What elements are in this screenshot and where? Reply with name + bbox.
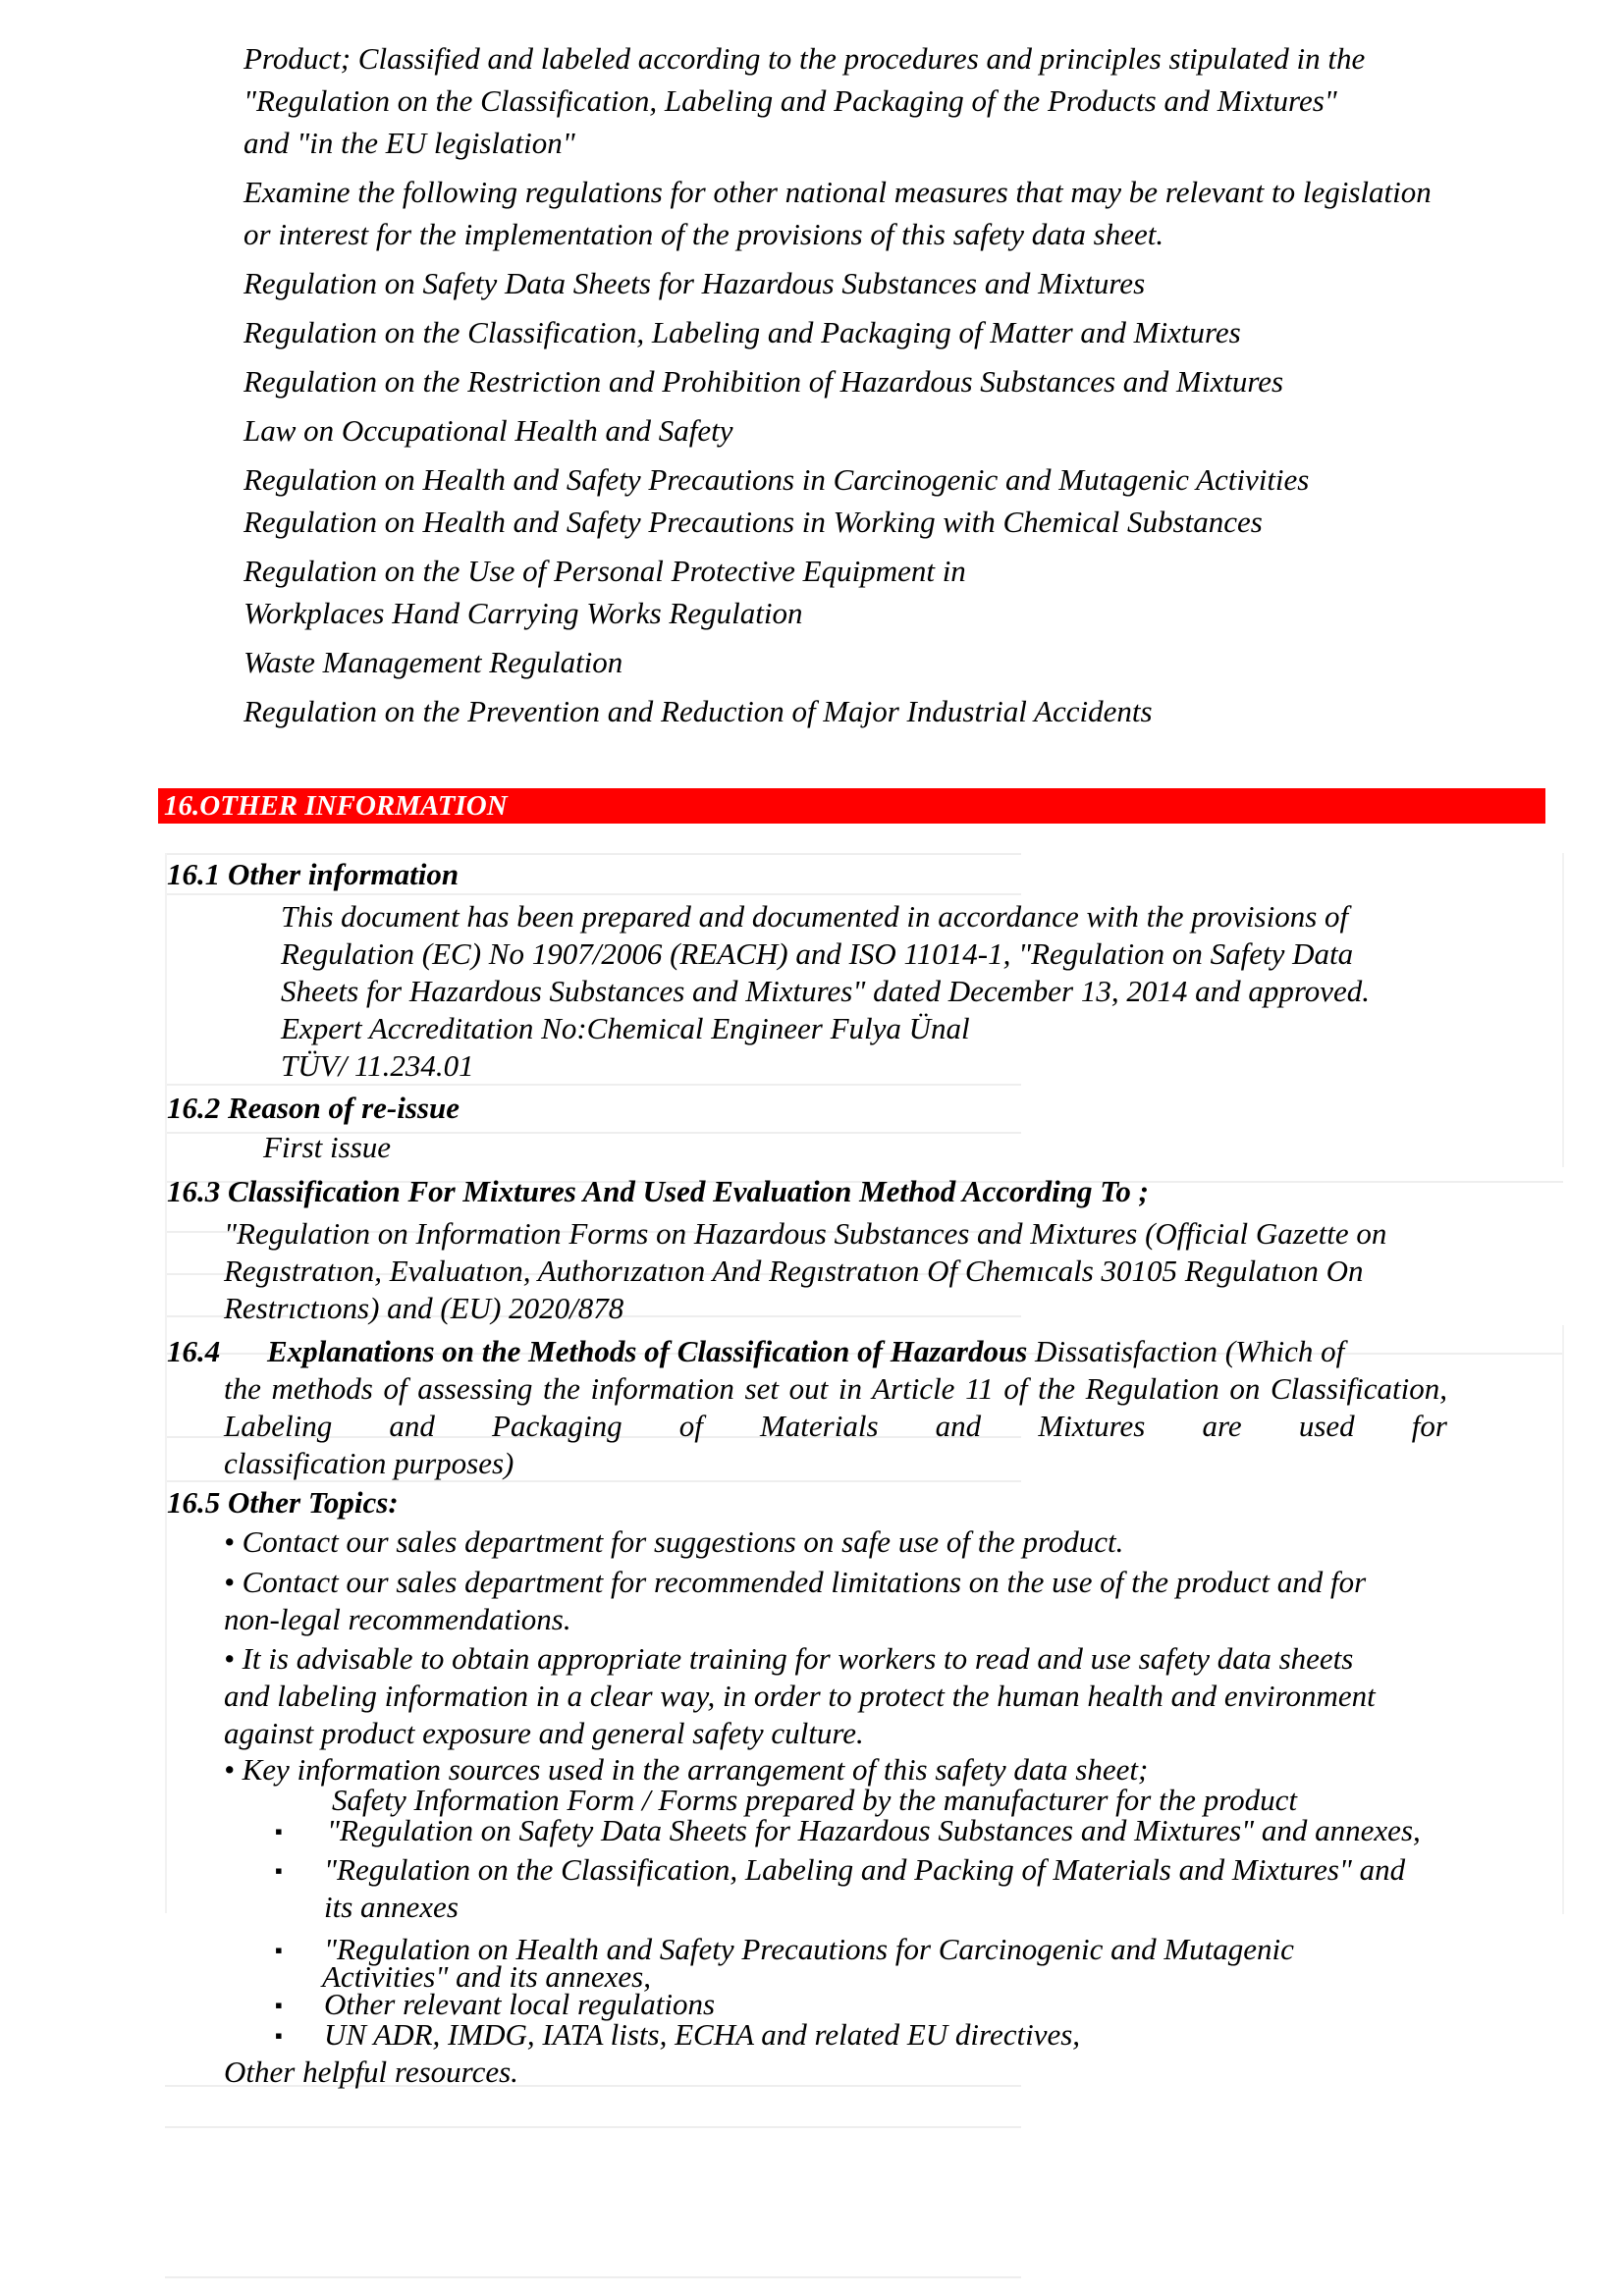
table-border (1562, 853, 1564, 1167)
intro-line: Examine the following regulations for other national measures that may be relevant to legislation (243, 175, 1432, 209)
subsection-number-16-4: 16.4 (167, 1334, 221, 1368)
square-bullet-icon: ▪ (275, 1938, 283, 1962)
table-rule (165, 2126, 1021, 2128)
regulation-item: Regulation on the Prevention and Reduction of Major Industrial Accidents (243, 694, 1153, 728)
section-16-heading: 16.OTHER INFORMATION (158, 788, 1545, 824)
square-bullet-icon: ▪ (275, 1819, 283, 1843)
source-intro: Safety Information Form / Forms prepared by the manufacturer for the product (332, 1783, 1297, 1817)
table-border (1562, 1325, 1564, 1914)
info-line: Sheets for Hazardous Substances and Mixtures" dated December 13, 2014 and approved. (281, 974, 1371, 1008)
regulation-item: Regulation on the Use of Personal Protective Equipment in (243, 554, 966, 588)
subsection-heading-16-3: 16.3 Classification For Mixtures And Used Evaluation Method According To ; (167, 1174, 1149, 1208)
regulation-item: Waste Management Regulation (243, 645, 623, 679)
subsection-heading-16-5: 16.5 Other Topics: (167, 1485, 399, 1520)
source-item: "Regulation on Health and Safety Precautions for Carcinogenic and Mutagenic (324, 1932, 1294, 1966)
source-item-cont: Activities" and its annexes, (322, 1959, 651, 1994)
source-item: UN ADR, IMDG, IATA lists, ECHA and related EU directives, (324, 2017, 1081, 2052)
intro-line: or interest for the implementation of the provisions of this safety data sheet. (243, 217, 1164, 251)
table-rule (165, 853, 1021, 855)
classification-line: Regıstratıon, Evaluatıon, Authorızatıon And Regıstratıon Of Chemıcals 30105 Regulatıon On (224, 1254, 1364, 1288)
info-line: This document has been prepared and documented in accordance with the provisions of (281, 899, 1349, 934)
square-bullet-icon: ▪ (275, 1993, 283, 2017)
topic-bullet: • Key information sources used in the arrangement of this safety data sheet; (224, 1752, 1149, 1787)
source-item-cont: its annexes (324, 1890, 459, 1924)
info-line: Regulation (EC) No 1907/2006 (REACH) and ISO 11014-1, "Regulation on Safety Data (281, 936, 1354, 971)
classification-line: "Regulation on Information Forms on Hazardous Substances and Mixtures (Official Gazette on (224, 1216, 1387, 1251)
topic-bullet: • Contact our sales department for recommended limitations on the use of the product and for (224, 1565, 1367, 1599)
regulation-item: Regulation on the Classification, Labeling and Packaging of Matter and Mixtures (243, 315, 1241, 349)
explanation-text: the methods of assessing the information set out in Article 11 of the Regulation on Classification, Labeling and Packaging of Materials and Mixtures are used for (224, 1371, 1447, 1443)
table-rule (165, 893, 1021, 895)
regulation-item: Regulation on the Restriction and Prohibition of Hazardous Substances and Mixtures (243, 364, 1284, 399)
explanation-text: classification purposes) (224, 1446, 514, 1480)
source-item: "Regulation on the Classification, Labeling and Packing of Materials and Mixtures" and (324, 1852, 1406, 1887)
intro-block (243, 37, 1549, 732)
intro-line: "Regulation on the Classification, Labeling and Packaging of the Products and Mixtures" (243, 83, 1337, 118)
square-bullet-icon: ▪ (275, 1858, 283, 1883)
subsection-16-4-first-line (267, 1333, 1344, 1370)
intro-line: Product; Classified and labeled according to the procedures and principles stipulated in the (243, 41, 1366, 76)
topic-bullet: • It is advisable to obtain appropriate training for workers to read and use safety data sheets (224, 1641, 1354, 1676)
source-item: Other relevant local regulations (324, 1987, 716, 2021)
regulation-item: Law on Occupational Health and Safety (243, 413, 733, 448)
reissue-reason: First issue (263, 1130, 392, 1164)
regulation-item: Regulation on Health and Safety Precautions in Carcinogenic and Mutagenic Activities (243, 462, 1310, 497)
subsection-heading-16-4: Explanations on the Methods of Classification of Hazardous (267, 1334, 1028, 1368)
closing-line: Other helpful resources. (224, 2055, 518, 2089)
topic-bullet: • Contact our sales department for suggestions on safe use of the product. (224, 1524, 1124, 1559)
classification-line: Restrıctıons) and (EU) 2020/878 (224, 1291, 624, 1325)
regulation-item: Regulation on Safety Data Sheets for Hazardous Substances and Mixtures (243, 266, 1146, 300)
intro-line: and "in the EU legislation" (243, 126, 575, 160)
subsection-heading-16-1: 16.1 Other information (167, 857, 460, 891)
subsection-heading-16-2: 16.2 Reason of re-issue (167, 1091, 460, 1125)
regulation-item: Regulation on Health and Safety Precautions in Working with Chemical Substances (243, 505, 1263, 539)
topic-bullet-cont: non-legal recommendations. (224, 1602, 571, 1636)
topic-bullet-cont: against product exposure and general safety culture. (224, 1716, 864, 1750)
topic-bullet-cont: and labeling information in a clear way, in order to protect the human health and environment (224, 1679, 1376, 1713)
explanation-text: Dissatisfaction (Which of (1035, 1334, 1345, 1368)
certificate-number: TÜV/ 11.234.01 (281, 1048, 474, 1083)
regulation-item: Workplaces Hand Carrying Works Regulation (243, 596, 803, 630)
square-bullet-icon: ▪ (275, 2023, 283, 2048)
info-line: Expert Accreditation No:Chemical Engineer Fulya Ünal (281, 1011, 970, 1045)
table-border (165, 853, 167, 1913)
source-item: "Regulation on Safety Data Sheets for Hazardous Substances and Mixtures" and annexes, (327, 1813, 1421, 1847)
table-rule (165, 2276, 1021, 2278)
